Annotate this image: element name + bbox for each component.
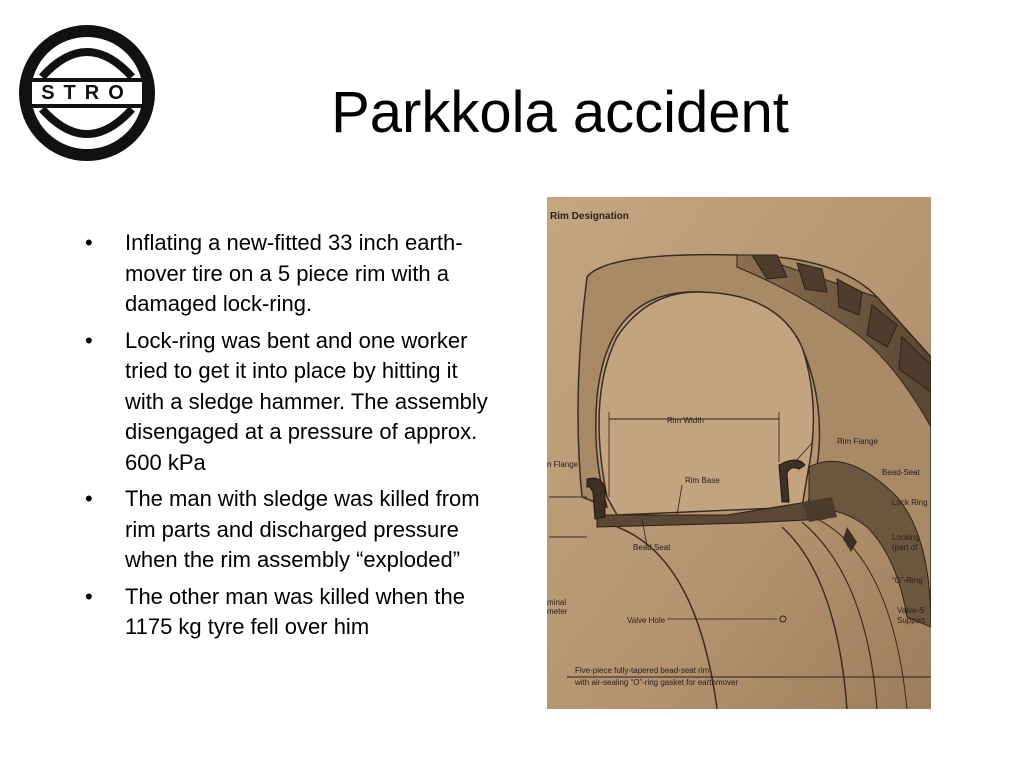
stro-logo (16, 22, 158, 164)
label-valve-2: Support (897, 616, 926, 625)
label-o-ring: “O”-Ring (892, 576, 923, 585)
bullet-text: The other man was killed when the 1175 kg tyre fell over him (125, 583, 465, 639)
bullet-list (85, 228, 490, 649)
bullet-item: • Lock-ring was bent and one worker tried to get it into place by hitting it with a sledge hammer. The assembly disengaged at a pressure of approx. 600 kPa (85, 327, 488, 475)
bullet-text: Inflating a new-fitted 33 inch earth-mover tire on a 5 piece rim with a damaged lock-ring. (125, 230, 463, 316)
label-part-of: (part of (892, 543, 918, 552)
label-bead-seat-right: Bead-Seat (882, 468, 920, 477)
label-rim-flange: Rim Flange (837, 437, 878, 446)
label-nominal-2: meter (547, 607, 568, 616)
label-flange-left: n Flange (547, 460, 579, 469)
bullet-text: Lock-ring was bent and one worker tried to get it into place by hitting it with a sledge hammer. The assembly disengaged at a pressure of approx. 600 kPa (125, 327, 488, 475)
label-lock-ring: Lock Ring (892, 498, 928, 507)
label-valve-hole: Valve Hole (627, 616, 666, 625)
label-rim-width: Rim Width (667, 416, 704, 425)
label-rim-designation: Rim Designation (550, 211, 629, 222)
caption-line-2: with air-sealing “O”-ring gasket for earthmover (575, 678, 739, 687)
bullet-item: • The man with sledge was killed from rim parts and discharged pressure when the rim assembly “exploded” (85, 486, 480, 572)
caption-line-1: Five-piece fully-tapered bead-seat rim (575, 666, 710, 675)
label-nominal-1: minal (547, 598, 567, 607)
rim-diagram-photo (547, 197, 931, 709)
bullet-text: The man with sledge was killed from rim parts and discharged pressure when the rim assembly “exploded” (125, 486, 480, 572)
label-rim-base: Rim Base (685, 476, 720, 485)
slide-title: Parkkola accident (331, 80, 789, 145)
label-bead-seat: Bead Seat (633, 543, 671, 552)
logo-text: STRO (41, 82, 133, 104)
label-locking: Locking (892, 533, 920, 542)
bullet-item: • The other man was killed when the 1175 kg tyre fell over him (85, 583, 465, 639)
label-valve-1: Valve-S (897, 606, 925, 615)
bullet-item: • Inflating a new-fitted 33 inch earth-mover tire on a 5 piece rim with a damaged lock-ring. (85, 230, 463, 316)
